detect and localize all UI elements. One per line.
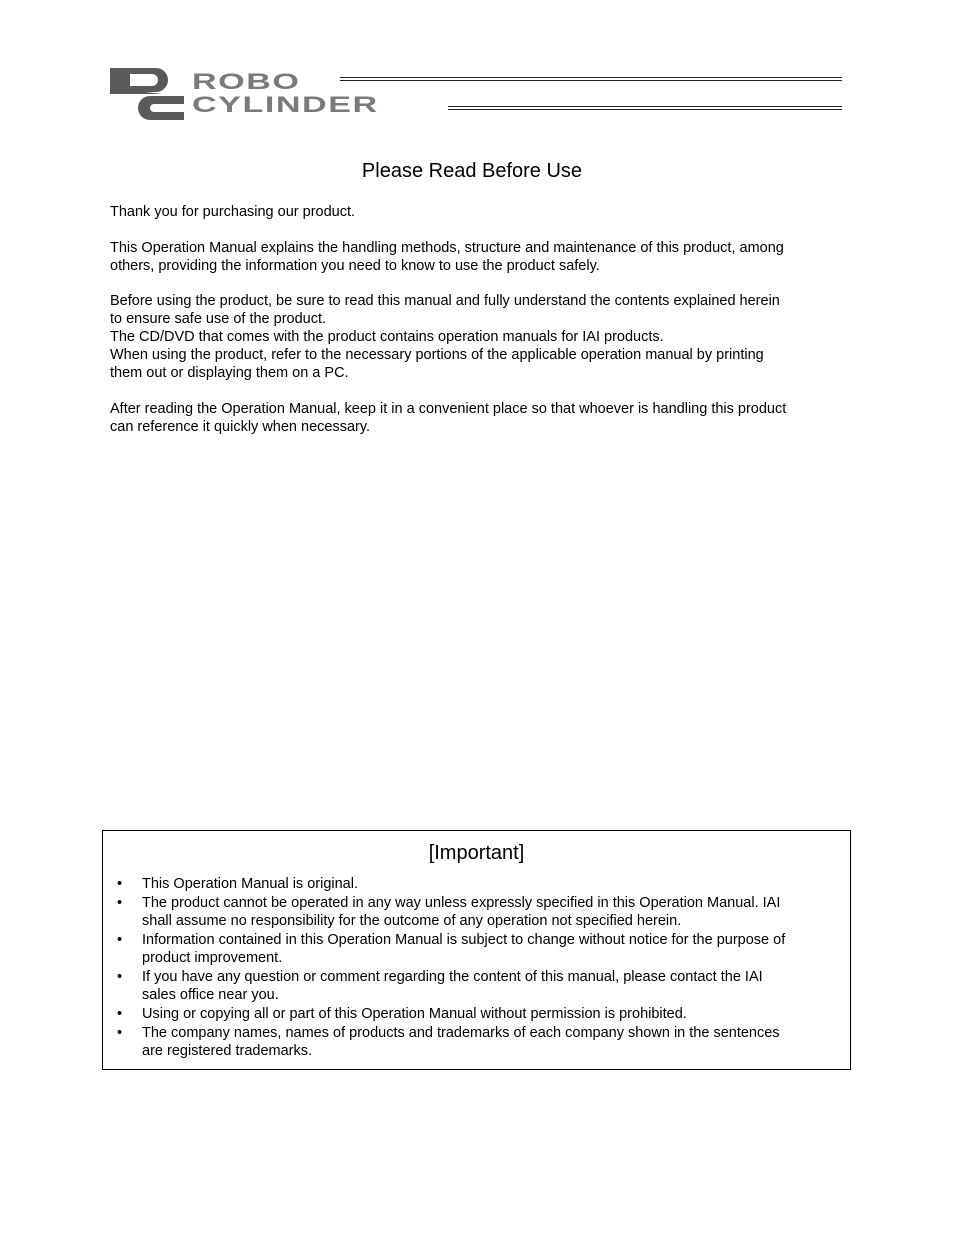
list-item — [103, 968, 850, 1004]
text-line: product improvement. — [142, 950, 283, 966]
text-line: Before using the product, be sure to read this manual and fully understand the contents explained herein — [110, 293, 780, 309]
text-line: After reading the Operation Manual, keep it in a convenient place so that whoever is handling this product — [110, 401, 787, 417]
bullet-icon: • — [117, 932, 123, 948]
list-item — [103, 875, 850, 893]
text-line: This Operation Manual explains the handling methods, structure and maintenance of this product, among — [110, 240, 784, 256]
text-line: Using or copying all or part of this Operation Manual without permission is prohibited. — [142, 1006, 687, 1022]
text-line: shall assume no responsibility for the outcome of any operation not specified herein. — [142, 913, 682, 929]
important-title: [Important] — [428, 842, 525, 864]
bullet-icon: • — [117, 1025, 123, 1041]
text-line: The CD/DVD that comes with the product contains operation manuals for IAI products. — [110, 329, 664, 345]
text-line: sales office near you. — [142, 987, 279, 1003]
rc-logo-icon — [110, 68, 186, 120]
list-item — [103, 1024, 850, 1060]
text-line: are registered trademarks. — [142, 1043, 313, 1059]
logo-text-robo: ROBO — [192, 69, 301, 94]
list-item — [103, 931, 850, 967]
text-line: Information contained in this Operation Manual is subject to change without notice for the purpose of — [142, 932, 786, 948]
text-line: to ensure safe use of the product. — [110, 311, 327, 327]
text-line: them out or displaying them on a PC. — [110, 365, 349, 381]
important-list — [103, 875, 850, 1060]
text-line: The company names, names of products and trademarks of each company shown in the sentences — [142, 1025, 780, 1041]
list-item — [103, 894, 850, 930]
paragraph-thanks — [110, 203, 845, 221]
important-notice-box — [102, 830, 851, 1070]
page-header — [110, 68, 842, 120]
header-rule-bottom — [448, 106, 842, 110]
list-item — [103, 1005, 850, 1023]
text-line: If you have any question or comment regarding the content of this manual, please contact the IAI — [142, 969, 763, 985]
header-rule-top — [340, 77, 842, 81]
paragraph-before-use — [110, 292, 845, 382]
page-title: Please Read Before Use — [361, 160, 583, 182]
bullet-icon: • — [117, 876, 123, 892]
text-line: can reference it quickly when necessary. — [110, 419, 371, 435]
text-line: Thank you for purchasing our product. — [110, 204, 356, 220]
logo-text-cylinder: CYLINDER — [192, 92, 379, 117]
paragraph-after-reading — [110, 400, 845, 436]
bullet-icon: • — [117, 895, 123, 911]
text-line: others, providing the information you need to know to use the product safely. — [110, 258, 600, 274]
text-line: The product cannot be operated in any way unless expressly specified in this Operation Manual. IAI — [142, 895, 781, 911]
bullet-icon: • — [117, 969, 123, 985]
text-line: When using the product, refer to the necessary portions of the applicable operation manual by printing — [110, 347, 764, 363]
text-line: This Operation Manual is original. — [142, 876, 358, 892]
bullet-icon: • — [117, 1006, 123, 1022]
paragraph-manual-purpose — [110, 239, 845, 275]
